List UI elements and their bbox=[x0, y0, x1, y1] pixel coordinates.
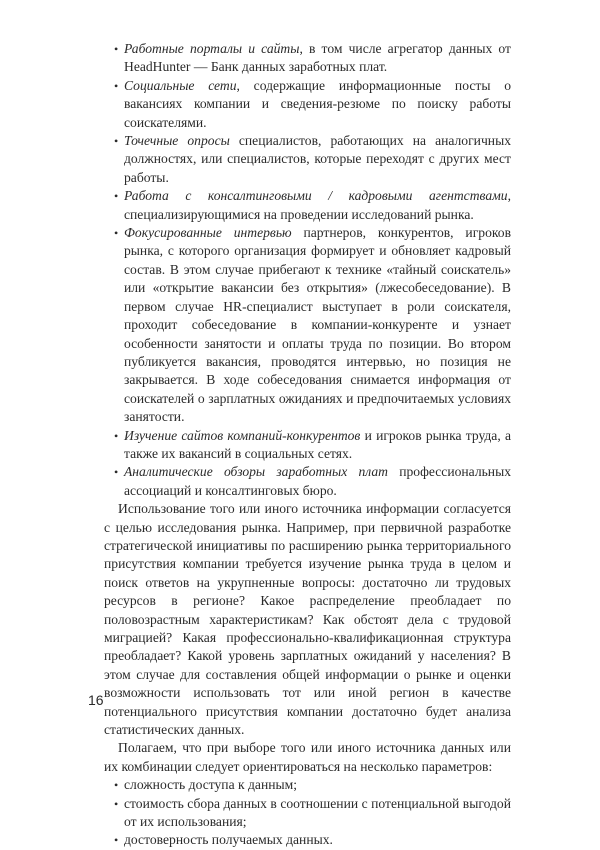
bullet-icon: • bbox=[114, 796, 119, 811]
source-description: , в том числе агрегатор данных от HeadHunter — Банк данных заработных плат. bbox=[124, 41, 511, 75]
list-item bbox=[114, 831, 511, 849]
bullet-icon: • bbox=[114, 78, 119, 93]
bullet-icon: • bbox=[114, 465, 119, 480]
body-paragraph: Использование того или иного источника информации согласуется с целью исследования рынка. Например, при первичной разработке стратегической инициативы по расширению рынка территориального присутствия компании требуется изучение рынка труда в целом и поиск ответов на укрупненные вопросы: достаточно ли трудовых ресурсов в регионе? Какое распределение преобладает по половозрастным характеристикам? Как обстоят дела с трудовой миграцией? Какая профессионально-квалификационная структура преобладает? Какой уровень зарплатных ожиданий у населения? В этом случае для составления общей информации о рынке и оценки возможности использовать тот или иной регион в качестве потенциального присутствия компании достаточно будет анализа статистических данных. bbox=[104, 501, 511, 738]
list-item bbox=[114, 427, 511, 464]
source-description: профессиональных ассоциаций и консалтинговых бюро. bbox=[124, 464, 512, 498]
source-term: Изучение сайтов компаний-конкурентов bbox=[124, 427, 361, 443]
sources-list bbox=[114, 40, 511, 500]
list-item bbox=[114, 224, 511, 426]
page-content bbox=[104, 40, 512, 850]
source-description: , содержащие информационные посты о вакансиях компании и сведения-резюме по поиску работы соискателями. bbox=[124, 77, 512, 130]
source-term: Точечные опросы bbox=[124, 133, 230, 149]
source-description: специалистов, работающих на аналогичных должностях, или специалистов, которые переходят с других мест работы. bbox=[124, 133, 511, 185]
parameters-list bbox=[114, 776, 511, 850]
bullet-icon: • bbox=[114, 134, 119, 149]
source-description: партнеров, конкурентов, игроков рынка, с которого организация формирует и обновляет кадровый состав. В этом случае прибегают к технике «тайный соискатель» или «открытие вакансии без открытия» (лжесобеседование). В первом случае HR-специалист выступает в роли соискателя, проходит собеседование в компании-конкуренте и узнает особенности занятости и оплаты труда по позиции. Во втором публикуется вакансия, проводятся интервью, но позиция не закрывается. В ходе собеседования снимается информация от соискателей о зарплатных ожиданиях и предпочитаемых условиях занятости. bbox=[124, 225, 511, 425]
parameter-text: сложность доступа к данным; bbox=[124, 777, 298, 793]
source-description: , специализирующимися на проведении исследований рынка. bbox=[124, 188, 511, 222]
bullet-icon: • bbox=[114, 189, 119, 204]
source-term: Аналитические обзоры заработных плат bbox=[124, 464, 388, 480]
list-item bbox=[114, 776, 511, 794]
source-term: Фокусированные интервью bbox=[124, 225, 292, 241]
source-term: Работа с консалтинговыми / кадровыми агентствами bbox=[124, 188, 508, 204]
bullet-icon: • bbox=[114, 42, 119, 56]
list-item bbox=[114, 187, 511, 224]
parameter-text: стоимость сбора данных в соотношении с потенциальной выгодой от их использования; bbox=[124, 795, 511, 830]
list-item bbox=[114, 40, 511, 77]
list-item bbox=[114, 77, 511, 132]
bullet-icon: • bbox=[114, 428, 119, 443]
parameter-text: достоверность получаемых данных. bbox=[124, 832, 333, 848]
list-item bbox=[114, 132, 511, 187]
source-term: Работные порталы и сайты bbox=[124, 41, 300, 56]
bullet-icon: • bbox=[114, 833, 119, 848]
list-item bbox=[114, 463, 511, 500]
bullet-icon: • bbox=[114, 226, 119, 241]
source-term: Социальные сети bbox=[124, 77, 237, 93]
list-item bbox=[114, 795, 511, 832]
bullet-icon: • bbox=[114, 778, 119, 793]
source-description: и игроков рынка труда, а также их вакансий в социальных сетях. bbox=[124, 427, 511, 461]
page-number: 16 bbox=[88, 692, 104, 708]
body-paragraph: Полагаем, что при выборе того или иного источника данных или их комбинации следует ориентироваться на несколько параметров: bbox=[104, 740, 511, 774]
